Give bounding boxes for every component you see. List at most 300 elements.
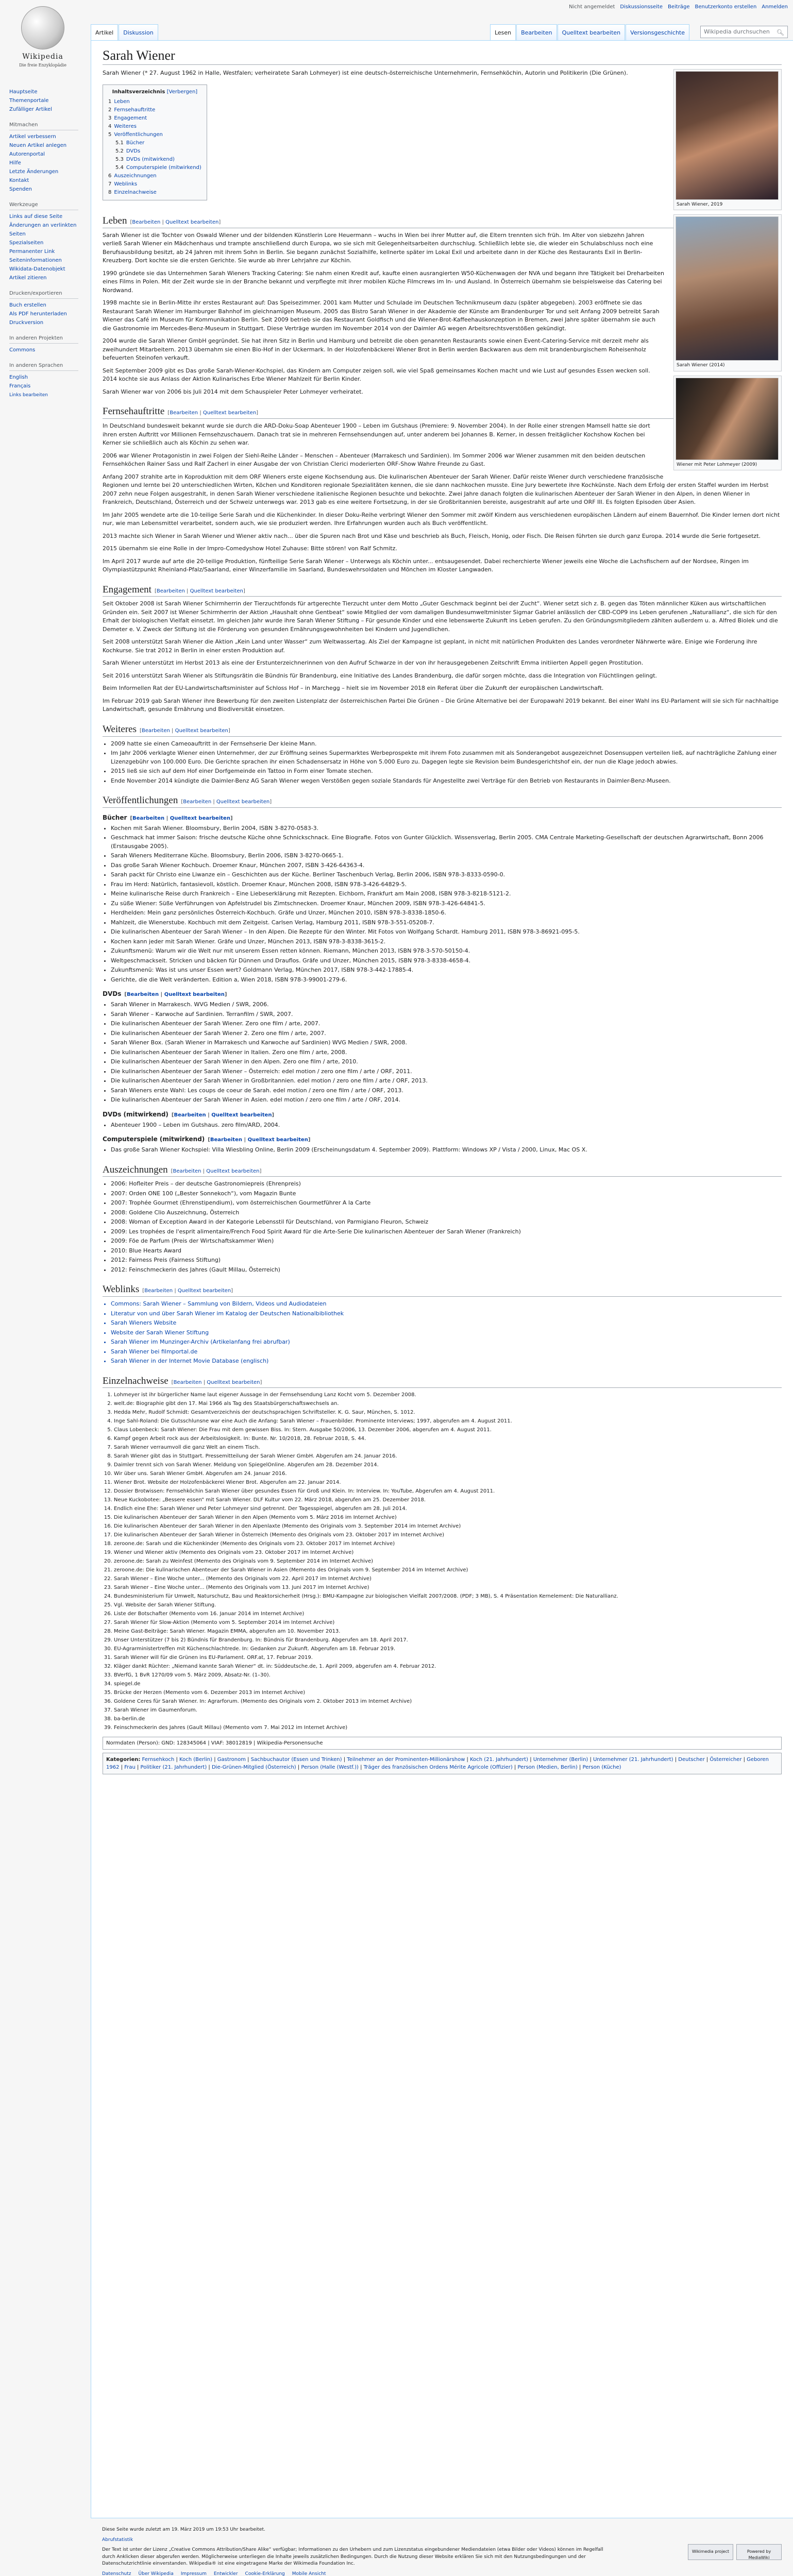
section-heading (103, 1375, 782, 1388)
tab-quelltext-bearbeiten[interactable]: Quelltext bearbeiten (558, 24, 626, 41)
edit-button[interactable]: Bearbeiten (132, 219, 161, 226)
image-caption: Sarah Wiener (2014) (677, 363, 725, 368)
sidebar-werkzeuge-link[interactable]: Wikidata-Datenobjekt (9, 266, 65, 272)
reference-item: 19. Wiener und Wiener aktiv (Memento des Originals vom 23. Oktober 2017 im Internet Archive) (114, 1549, 782, 1556)
sidebar-drucken-item (9, 301, 78, 310)
list-item: • Gerichte, die die Welt veränderten. Edition a, Wien 2018, ISBN 978-3-99001-279-6. (111, 976, 782, 985)
toc-link[interactable]: Weiteres (114, 124, 137, 130)
edit-links: [Bearbeiten | Quelltext bearbeiten] (171, 1379, 262, 1385)
toc-number: 3 (108, 115, 112, 122)
footer-badge[interactable]: Wikimedia project (688, 2544, 733, 2560)
section-title: Bücher (103, 814, 127, 821)
sidebar-werkzeuge-link[interactable]: Artikel zitieren (9, 275, 47, 281)
image-thumb[interactable] (673, 214, 782, 371)
sidebar-heading: In anderen Projekten (9, 334, 78, 344)
sidebar-mitmachen-item (9, 167, 78, 176)
sidebar-werkzeuge (9, 201, 78, 282)
list-item: • Kochen kann jeder mit Sarah Wiener. Gräfe und Unzer, München 2013, ISBN 978-3-8338-3615-2. (111, 938, 782, 946)
reference-item: 22. Sarah Wiener – Eine Woche unter... (Memento des Originals vom 22. April 2017 im Internet Archive) (114, 1575, 782, 1583)
reference-item: 34. spiegel.de (114, 1680, 782, 1688)
edit-button[interactable]: Bearbeiten (132, 815, 165, 821)
list-item: • 2006: Hofleiter Preis – der deutsche Gastronomiepreis (Ehrenpreis) (111, 1180, 782, 1189)
edit-links: [Bearbeiten | Quelltext bearbeiten] (171, 1112, 275, 1118)
section-title: DVDs (103, 990, 122, 998)
sidebar-nav-item (9, 105, 78, 114)
edit-source-button[interactable]: Quelltext bearbeiten (247, 1137, 308, 1143)
edit-button[interactable]: Bearbeiten (173, 1168, 201, 1174)
toc-item[interactable] (108, 139, 201, 147)
edit-links: [Bearbeiten | Quelltext bearbeiten] (130, 815, 233, 821)
reference-item: 9. Daimler trennt sich von Sarah Wiener. Meldung von SpiegelOnline. Abgerufen am 28. Dezember 2014. (114, 1461, 782, 1469)
sidebar-drucken-link[interactable]: Buch erstellen (9, 302, 46, 308)
sidebar-navigation (9, 88, 78, 114)
category-link[interactable]: Deutscher (678, 1757, 705, 1763)
list-item[interactable]: • Sarah Wiener in der Internet Movie Database (englisch) (111, 1357, 782, 1366)
reference-item: 37. Sarah Wiener im Gaumenforum. (114, 1706, 782, 1714)
sidebar-mitmachen-item (9, 185, 78, 194)
sidebar-drucken-item (9, 318, 78, 327)
toc-title: Inhaltsverzeichnis (112, 89, 165, 95)
category-link[interactable]: Unternehmer (21. Jahrhundert) (593, 1757, 673, 1763)
reference-item: 27. Sarah Wiener für Slow-Aktion (Memento vom 5. September 2014 im Internet Archive) (114, 1619, 782, 1626)
section-heading (103, 813, 782, 822)
list-item[interactable]: • Sarah Wiener im Munzinger-Archiv (Artikelanfang frei abrufbar) (111, 1338, 782, 1347)
edit-button[interactable]: Bearbeiten (126, 992, 159, 998)
main-content (91, 40, 793, 2518)
edit-source-button[interactable]: Quelltext bearbeiten (206, 1168, 260, 1174)
section-title: Einzelnachweise (103, 1375, 168, 1386)
image-thumb[interactable] (673, 69, 782, 211)
sidebar-mitmachen-link[interactable]: Autorenportal (9, 151, 45, 157)
toc-item[interactable] (108, 164, 201, 172)
list-item: • 2015 ließ sie sich auf dem Hof einer Dorfgemeinde ein Tattoo in Form einer Tomate stechen. (111, 767, 782, 776)
category-link[interactable]: Sachbuchautor (Essen und Trinken) (250, 1757, 342, 1763)
section-heading (103, 989, 782, 998)
sidebar-projekte-item (9, 346, 78, 354)
image-thumb[interactable] (673, 376, 782, 471)
wikipedia-logo[interactable] (4, 3, 81, 80)
footer-link[interactable]: Datenschutz (102, 2571, 131, 2576)
section-heading (103, 1110, 782, 1119)
category-link[interactable]: Koch (21. Jahrhundert) (470, 1757, 529, 1763)
sidebar-mitmachen (9, 121, 78, 194)
sidebar-werkzeuge-item (9, 247, 78, 256)
list-item: • Herdhelden: Mein ganz persönliches Österreich-Kochbuch. Gräfe und Unzer, München 2010, ISBN 978-3-8338-1850-6. (111, 909, 782, 918)
edit-button[interactable]: Bearbeiten (183, 799, 212, 805)
personal-tool-link[interactable]: Beiträge (668, 4, 690, 10)
list-item: • 2009 hatte sie einen Cameoauftritt in der Fernsehserie Der kleine Mann. (111, 740, 782, 749)
couple-photo[interactable] (676, 378, 779, 460)
list-item: • Die kulinarischen Abenteuer der Sarah Wiener in Italien. Zero one film / arte, 2008. (111, 1048, 782, 1057)
footer-license: Der Text ist unter der Lizenz „Creative Commons Attribution/Share Alike“ verfügbar; Informationen zu den Urhebern und zum Lizenzstatus eingebundener Mediendateien (etwa Bilder oder Videos) können im Regelfall durch Anklicken dieser abgerufen werden. Möglicherweise unterliegen die Inhalte jeweils zusätzlichen Bedingungen. Durch die Nutzung dieser Website erklären Sie sich mit den Nutzungsbedingungen und der Datenschutzrichtlinie einverstanden. Wikipedia® ist eine eingetragene Marke der Wikimedia Foundation Inc. (102, 2547, 603, 2566)
edit-button[interactable]: Bearbeiten (144, 1288, 173, 1294)
list-item: • 2012: Feinschmeckerin des Jahres (Gault Millau, Österreich) (111, 1266, 782, 1275)
page-tabs (91, 24, 793, 40)
list-item: • 2007: Orden ONE 100 („Bester Sonnekoch“), vom Magazin Bunte (111, 1190, 782, 1198)
sidebar-projekte-link[interactable]: Commons (9, 347, 36, 353)
edit-links: [Bearbeiten | Quelltext bearbeiten] (171, 1168, 262, 1174)
section-paragraph: In Deutschland bundesweit bekannt wurde sie durch die ARD-Doku-Soap Abenteuer 1900 – Leben im Gutshaus (Premiere: 9. November 2004). In der Rolle einer strengen Mamsell hatte sie dort ihren ersten Auftritt vor Millionen Fernsehzuschauern. Danach trat sie in mehreren Fernsehsendungen auf, unter anderem bei Johannes B. Kerner, in dessen freitäglicher Kochshow Kochen bei Kerner sie schließlich auch als Köchin zu sehen war. (103, 422, 650, 447)
tab-bearbeiten[interactable]: Bearbeiten (516, 24, 556, 41)
section-title: Engagement (103, 584, 151, 595)
category-link[interactable]: Fernsehkoch (142, 1757, 175, 1763)
edit-source-button[interactable]: Quelltext bearbeiten (190, 588, 243, 594)
sidebar-werkzeuge-link[interactable]: Spezialseiten (9, 240, 44, 246)
reference-item: 1. Lohmeyer ist ihr bürgerlicher Name laut eigener Aussage in der Fernsehsendung Lanz Kocht vom 5. Dezember 2008. (114, 1391, 782, 1399)
list-item: • 2012: Fairness Preis (Fairness Stiftung) (111, 1256, 782, 1265)
list-item: • 2008: Woman of Exception Award in der Kategorie Lebensstil für Deutschland, von Parmigiano Fleuron, Schweiz (111, 1218, 782, 1227)
personal-tool-link[interactable]: Anmelden (762, 4, 788, 10)
list-item: • Abenteuer 1900 – Leben im Gutshaus. zero film/ARD, 2004. (111, 1121, 782, 1130)
reference-item: 28. Meine Gast-Beiträge: Sarah Wiener. Magazin EMMA, abgerufen am 10. November 2013. (114, 1628, 782, 1635)
list-item: • Die kulinarischen Abenteuer der Sarah Wiener 2. Zero one film / arte, 2007. (111, 1029, 782, 1038)
sidebar-heading: Werkzeuge (9, 201, 78, 210)
toc-item[interactable] (108, 172, 201, 180)
category-link[interactable]: Koch (Berlin) (179, 1757, 213, 1763)
section-paragraph: 1998 machte sie in Berlin-Mitte ihr erstes Restaurant auf: Das Speisezimmer. 2001 kam Mutter und Schulade im Deutschen Technikmuseum dazu (später abgegeben). 2003 eröffnete sie das Restaurant Sarah Wiener im Hamburger Bahnhof im gleichnamigen Museum. 2005 das Bistro Sarah Wiener in der Akademie der Künste am Brandenburger Tor und seit Anfang 2009 betreibt Sarah Wiener das Café im Museum für Kommunikation Berlin. Seit 2009 betrieb sie das Restaurant Goldfisch und die Wiener-Brot-Kaffeehauskonzeption in Bremen, zwei Jahre später übernahm sie auch die Gastronomie im Mercedes-Benz-Museum in Stuttgart. Diese Verträge wurden im November 2014 von der Daimler AG wegen Arbeitsrechtsverstößen gekündigt. (103, 299, 660, 332)
sidebar-language-item (9, 382, 78, 391)
toc-item[interactable] (108, 123, 201, 131)
categories-label: Kategorien: (106, 1757, 141, 1763)
edit-source-button[interactable]: Quelltext bearbeiten (207, 1379, 260, 1385)
section-title: Auszeichnungen (103, 1164, 168, 1175)
list-item: • Zukunftsmenü: Warum wir die Welt nur mit unserem Essen retten können. Riemann, München 2013, ISBN 978-3-570-50150-4. (111, 947, 782, 956)
list-item[interactable]: • Commons: Sarah Wiener – Sammlung von Bildern, Videos und Audiodateien (111, 1300, 782, 1309)
edit-source-button[interactable]: Quelltext bearbeiten (203, 410, 257, 416)
category-link[interactable]: Person (Küche) (582, 1765, 621, 1771)
personal-tools (569, 3, 788, 11)
footer-stats-link[interactable]: Abrufstatistik (102, 2537, 133, 2543)
footer-link[interactable]: Cookie-Erklärung (245, 2571, 285, 2576)
toc-link[interactable]: Auszeichnungen (114, 173, 157, 179)
sidebar-nav-item (9, 88, 78, 96)
category-link[interactable]: Träger des französischen Ordens Mérite Agricole (Offizier) (363, 1765, 513, 1771)
sidebar-language-link[interactable]: English (9, 375, 28, 380)
sidebar-language-link[interactable]: Français (9, 383, 31, 389)
list-item: • Im Jahr 2006 verklagte Wiener einen Unternehmer, der zur Eröffnung seines Supermarktes Werbeprospekte mit ihrem Foto zusammen mit als Sonderangebot ausgezeichnet Dosensuppen verteilen ließ, auf nachträgliche Zahlung einer Lizenzgebühr von 100.000 Euro. Die Gerichte sprachen ihr einen Schadensersatz in Höhe von 5.000 Euro zu. Dagegen legte sie Revision beim Bundesgerichtshof ein, der nun die Klage jedoch abwies. (111, 749, 782, 766)
category-link[interactable]: Teilnehmer an der Prominenten-Millionärshow (347, 1757, 465, 1763)
edit-source-button[interactable]: Quelltext bearbeiten (165, 219, 219, 226)
sidebar-werkzeuge-link[interactable]: Links auf diese Seite (9, 214, 63, 219)
category-link[interactable]: Person (Medien, Berlin) (517, 1765, 578, 1771)
section-heading (103, 723, 782, 737)
edit-source-button[interactable]: Quelltext bearbeiten (170, 815, 230, 821)
section-paragraph: Beim Informellen Rat der EU-Landwirtschaftsminister auf Schloss Hof – in Marchegg – hielt sie im November 2018 ein Referat über die Zukunft der europäischen Landwirtschaft. (103, 685, 604, 692)
category-link[interactable]: Geboren 1962 (106, 1757, 769, 1771)
sidebar (0, 88, 82, 406)
reference-item: 14. Endlich eine Ehe: Sarah Wiener und Peter Lohmeyer sind getrennt. Der Tagesspiegel, abgerufen am 28. Juli 2014. (114, 1505, 782, 1513)
section-heading (103, 794, 782, 808)
sidebar-mitmachen-item (9, 150, 78, 159)
sidebar-werkzeuge-link[interactable]: Änderungen an verlinkten Seiten (9, 223, 77, 237)
sidebar-heading: In anderen Sprachen (9, 362, 78, 371)
toc-link[interactable]: DVDs (mitwirkend) (126, 157, 175, 163)
sidebar-drucken-item (9, 310, 78, 318)
sidebar-heading: Drucken/exportieren (9, 290, 78, 299)
list-item: • Zukunftsmenü: Was ist uns unser Essen wert? Goldmann Verlag, München 2017, ISBN 978-3-442-17885-4. (111, 966, 782, 975)
sidebar-mitmachen-link[interactable]: Artikel verbessern (9, 134, 56, 140)
reference-item: 6. Kampf gegen Arbeit rock aus der Arbeitslosigkeit. In: Bunte. Nr. 10/2018, 28. Februar 2018, S. 44. (114, 1435, 782, 1443)
section-paragraph: 2004 wurde die Sarah Wiener GmbH gegründet. Sie hat ihren Sitz in Berlin und Hamburg und betreibt die oben genannten Restaurants sowie einen Event-Catering-Service mit derzeit mehr als zweihundert Mitarbeitern. 2013 übernahm sie einen Bio-Hof in der Uckermark. In der Holzofenbäckerei Wiener Brot in Berlin werden Backwaren aus dem mit brandenburgischem Roheisenholz befeuerten Steinofen verkauft. (103, 337, 649, 362)
reference-item: 38. ba-berlin.de (114, 1715, 782, 1723)
footer-badge[interactable]: Powered by MediaWiki (736, 2544, 782, 2560)
sidebar-mitmachen-link[interactable]: Kontakt (9, 178, 29, 183)
edit-button[interactable]: Bearbeiten (170, 410, 198, 416)
edit-button[interactable]: Bearbeiten (174, 1112, 206, 1118)
edit-button[interactable]: Bearbeiten (210, 1137, 242, 1143)
edit-links: [Bearbeiten | Quelltext bearbeiten] (167, 410, 259, 416)
reference-item: 23. Sarah Wiener – Eine Woche unter... (Memento des Originals vom 13. Juni 2017 im Internet Archive) (114, 1584, 782, 1591)
list-item: • Zu süße Wiener: Süße Verführungen von Apfelstrudel bis Zimtschnecken. Droemer Knaur, München 2009, ISBN 978-3-426-64841-5. (111, 900, 782, 908)
section-paragraph: 1990 gründete sie das Unternehmen Sarah Wieners Tracking Catering: Sie nahm einen Kredit auf, kaufte einen ausrangierten W50-Küchenwagen der NVA und begann ihre Tätigkeit bei Dreharbeiten eines Films in Polen. Mit der Zeit wurde sie in der Branche bekannt und verpflegte mit ihrer mobilen Küche Filmcrews im In- und Ausland. In Österreich übernahm sie beispielsweise das Catering bei Nordwand. (103, 269, 664, 294)
section-title: DVDs (mitwirkend) (103, 1110, 168, 1118)
section-title: Weiteres (103, 723, 137, 735)
reference-item: 26. Liste der Botschafter (Memento vom 16. Januar 2014 im Internet Archive) (114, 1610, 782, 1618)
reference-item: 16. Die kulinarischen Abenteuer der Sarah Wiener in den Alpenlaxte (Memento des Originals vom 3. September 2014 im Internet Archive) (114, 1522, 782, 1530)
toc-toggle[interactable]: [Verbergen] (166, 89, 198, 95)
reference-item: 8. Sarah Wiener gibt das in Stuttgart. Pressemitteilung der Sarah Wiener GmbH. Abgerufen am 24. Januar 2016. (114, 1452, 782, 1460)
footer-link[interactable]: Impressum (180, 2571, 207, 2576)
toc-number: 5.2 (115, 148, 124, 155)
section-list (111, 1146, 782, 1155)
sidebar-heading: Mitmachen (9, 121, 78, 130)
sidebar-nav-link[interactable]: Zufälliger Artikel (9, 107, 52, 112)
list-item: • Die kulinarischen Abenteuer der Sarah Wiener in Großbritannien. edel motion / zero one film / arte / ORF, 2013. (111, 1077, 782, 1086)
section-title: Veröffentlichungen (103, 795, 178, 806)
category-link[interactable]: Unternehmer (Berlin) (533, 1757, 588, 1763)
sidebar-werkzeuge-item (9, 274, 78, 282)
toc-link[interactable]: Bücher (126, 140, 145, 146)
toc-link[interactable]: Computerspiele (mitwirkend) (126, 165, 201, 171)
sidebar-mitmachen-link[interactable]: Spenden (9, 187, 32, 192)
sidebar-drucken (9, 290, 78, 327)
section-paragraph: Im April 2017 wurde auf arte die 20-teilige Produktion, fünfteilige Serie Sarah Wiener – Unterwegs als Köchin unter... entsaugesendet. Dabei recherchierte Wiener jeweils eine Woche die Lachsfischern auf der Nordsee, Ringen im Olympiastützpunkt Rheinland-Pfalz/Saarland, einer Winzerfamilie im Saarland, Bundeswehrsoldaten und Mönchen im Kloster Langwaden. (103, 557, 749, 573)
sidebar-mitmachen-item (9, 141, 78, 150)
list-item: • Sarah packt für Christo eine Liwanze ein – Geschichten aus der Küche. Berliner Taschenbuch Verlag, Berlin 2006, ISBN 978-3-8333-0590-0. (111, 871, 782, 879)
footer-last-modified: Diese Seite wurde zuletzt am 19. März 2019 um 19:53 Uhr bearbeitet. (102, 2527, 265, 2532)
sidebar-werkzeuge-item (9, 221, 78, 239)
section-list (114, 1391, 782, 1732)
reference-item: 24. Bundesministerium für Umwelt, Naturschutz, Bau und Reaktorsicherheit (Hrsg.): BMU-Kampagne zur biologischen Vielfalt 2007/2008. (PDF; 3 MB), S. 4 Präsentation Kernelement: Die Naturallianz. (114, 1592, 782, 1600)
list-item: • Das große Sarah Wiener Kochbuch. Droemer Knaur, München 2007, ISBN 3-426-64363-4. (111, 861, 782, 870)
portrait-photo[interactable] (676, 216, 779, 361)
edit-links: [Bearbeiten | Quelltext bearbeiten] (142, 1288, 233, 1294)
section-paragraph: 2006 war Wiener Protagonistin in zwei Folgen der Siehl-Reihe Länder – Menschen – Abenteuer (Marrakesch und Sardinien). Im Sommer 2006 war Wiener zusammen mit den beiden deutschen Fernsehköchen Rainer Sass und Ralf Zacherl in einer Ausgabe der von Christian Clerici moderierten ORF-Show Wahre Freunde zu Gast. (103, 452, 646, 468)
puzzle-globe-icon (21, 6, 64, 49)
list-item: • Sarah Wiener – Karwoche auf Sardinien. Terranfilm / SWR, 2007. (111, 1010, 782, 1019)
sidebar-mitmachen-link[interactable]: Hilfe (9, 160, 21, 166)
toc-link[interactable]: Einzelnachweise (114, 190, 157, 196)
footer-link[interactable]: Über Wikipedia (138, 2571, 174, 2576)
toc-number: 1 (108, 99, 112, 105)
image-caption: Sarah Wiener, 2019 (677, 201, 723, 207)
list-item: • Frau im Herd: Natürlich, fantasievoll, köstlich. Droemer Knaur, München 2008, ISBN 978-3-426-64829-5. (111, 880, 782, 889)
sidebar-werkzeuge-item (9, 239, 78, 247)
category-link[interactable]: Gastronom (217, 1757, 246, 1763)
section-title: Leben (103, 215, 127, 227)
image-caption: Wiener mit Peter Lohmeyer (2009) (677, 462, 757, 467)
list-item: • Die kulinarischen Abenteuer der Sarah Wiener in Asien. edel motion / zero one film / arte / ORF, 2014. (111, 1096, 782, 1105)
section-title: Computerspiele (mitwirkend) (103, 1136, 205, 1143)
edit-source-button[interactable]: Quelltext bearbeiten (216, 799, 270, 805)
reference-item: 17. Die kulinarischen Abenteuer der Sarah Wiener in Österreich (Memento des Originals vom 23. Oktober 2017 im Internet Archive) (114, 1531, 782, 1539)
sidebar-werkzeuge-link[interactable]: Seiteninformationen (9, 258, 62, 263)
sidebar-drucken-link[interactable]: Als PDF herunterladen (9, 311, 67, 317)
toc-link[interactable]: Engagement (114, 115, 147, 122)
list-item: • Die kulinarischen Abenteuer der Sarah Wiener. Zero one film / arte, 2007. (111, 1020, 782, 1028)
list-item: • Sarah Wiener in Marrakesch. WVG Medien / SWR, 2006. (111, 1001, 782, 1009)
toc-number: 4 (108, 124, 112, 130)
footer-link[interactable]: Entwickler (213, 2571, 238, 2576)
category-link[interactable]: Österreicher (710, 1757, 742, 1763)
edit-links: [Bearbeiten | Quelltext bearbeiten] (140, 727, 230, 734)
sidebar-nav-item (9, 96, 78, 105)
section-list (111, 740, 782, 786)
tab-diskussion[interactable]: Diskussion (119, 24, 158, 41)
list-item: • Ende November 2014 kündigte die Daimler-Benz AG Sarah Wiener wegen Verstößen gegen soziale Standards für Angestellte zwei Verträge für den Betrieb von Restaurants in Daimler-Benz-Museen. (111, 777, 782, 786)
list-item: • Das große Sarah Wiener Kochspiel: Villa Wiesbling Online, Berlin 2009 (Erscheinungsdatum 4. September 2009). Plattform: Windows XP / Vista / 2000, Linux, Mac OS X. (111, 1146, 782, 1155)
sidebar-mitmachen-item (9, 176, 78, 185)
edit-button[interactable]: Bearbeiten (141, 727, 170, 734)
list-item: • 2008: Goldene Clio Auszeichnung, Österreich (111, 1209, 782, 1217)
list-item: • Die kulinarischen Abenteuer der Sarah Wiener – Österreich: edel motion / zero one film / arte / ORF, 2011. (111, 1067, 782, 1076)
section-paragraph: 2013 machte sich Wiener in Sarah Wiener und Wiener aktiv nach... über die Spuren nach Brot und Käse und beschrieb als Buch, Fleisch, Honig, oder Fisch. Die Reisen führten sie durch ganz Europa. 2014 wurde die Serie fortgesetzt. (103, 532, 761, 539)
category-link[interactable]: Person (Halle (Westf.)) (301, 1765, 359, 1771)
reference-item: 36. Goldene Ceres für Sarah Wiener. In: Agrarforum. (Memento des Originals vom 2. Oktober 2013 im Internet Archive) (114, 1698, 782, 1705)
reference-item: 30. EU-Agrarministertreffen mit Küchenschlachtrede. In: Gedanken zur Zukunft. Abgerufen am 18. Februar 2019. (114, 1645, 782, 1653)
tab-lesen[interactable]: Lesen (490, 24, 516, 41)
edit-source-button[interactable]: Quelltext bearbeiten (177, 1288, 231, 1294)
reference-item: 10. Wir über uns. Sarah Wiener GmbH. Abgerufen am 24. Januar 2016. (114, 1470, 782, 1478)
category-link[interactable]: Frau (124, 1765, 136, 1771)
edit-source-button[interactable]: Quelltext bearbeiten (164, 992, 225, 998)
edit-button[interactable]: Bearbeiten (173, 1379, 202, 1385)
list-item: • Sarah Wieners erste Wahl: Les coups de coeur de Sarah. edel motion / zero one film / arte / ORF, 2013. (111, 1087, 782, 1095)
toc-item[interactable] (108, 131, 201, 139)
list-item[interactable]: • Sarah Wieners Website (111, 1319, 782, 1328)
personal-tool-link[interactable]: Diskussionsseite (620, 4, 663, 10)
reference-item: 35. Brücke der Herzen (Memento vom 6. Dezember 2013 im Internet Archive) (114, 1689, 782, 1697)
toc-link[interactable]: Weblinks (114, 181, 138, 188)
section-paragraph: Seit 2008 unterstützt Sarah Wiener die Aktion „Kein Land unter Wasser“ zum Weltwassertag. Als Ziel der Kampagne ist geplant, in nicht mit natürlichen Produkten des Landes verordneter Nährwerte wäre. Einige wie Forderung ihre Kochkurse. Sie trat 2012 in Berlin in einer ersten Produktion auf. (103, 638, 757, 654)
toc-item[interactable] (108, 189, 201, 197)
toc-number: 6 (108, 173, 112, 179)
toc-item[interactable] (108, 156, 201, 164)
sidebar-mitmachen-item (9, 159, 78, 167)
edit-source-button[interactable]: Quelltext bearbeiten (211, 1112, 272, 1118)
list-item[interactable]: • Website der Sarah Wiener Stiftung (111, 1329, 782, 1337)
list-item[interactable]: • Literatur von und über Sarah Wiener im Katalog der Deutschen Nationalbibliothek (111, 1310, 782, 1318)
toc-number: 8 (108, 190, 112, 196)
toc-item[interactable] (108, 106, 201, 114)
sidebar-werkzeuge-link[interactable]: Permanenter Link (9, 249, 55, 255)
sidebar-drucken-link[interactable]: Druckversion (9, 320, 44, 326)
reference-item: 4. Inge Sahl-Roland: Die Gutsschlunsne war eine Auch die Anfang: Sarah Wiener – Frauenbilder. Prominente Interviews; 1997, abgerufen am 4. August 2011. (114, 1417, 782, 1425)
toc-link[interactable]: DVDs (126, 148, 141, 155)
list-item[interactable]: • Sarah Wiener bei filmportal.de (111, 1348, 782, 1357)
sidebar-mitmachen-link[interactable]: Neuen Artikel anlegen (9, 143, 67, 148)
intro-paragraph: Sarah Wiener (* 27. August 1962 in Halle, Westfalen; verheiratete Sarah Lohmeyer) ist eine deutsch-österreichische Unternehmerin, Fernsehköchin, Autorin und Politikerin (Die Grünen). (103, 69, 628, 76)
section-paragraph: Sarah Wiener war von 2006 bis Juli 2014 mit dem Schauspieler Peter Lohmeyer verheiratet. (103, 388, 363, 395)
toc-link[interactable]: Fernsehauftritte (114, 107, 156, 113)
section-list (111, 1300, 782, 1366)
toc-number: 5.3 (115, 157, 124, 163)
toc-number: 5.4 (115, 165, 124, 171)
toc-item[interactable] (108, 180, 201, 189)
list-item: • 2010: Blue Hearts Award (111, 1247, 782, 1256)
sidebar-nav-link[interactable]: Themenportale (9, 98, 49, 104)
edit-links: [Bearbeiten | Quelltext bearbeiten] (130, 219, 221, 226)
section-heading (103, 1164, 782, 1177)
table-of-contents (103, 84, 207, 200)
sidebar-werkzeuge-item (9, 212, 78, 221)
toc-number: 7 (108, 181, 112, 188)
portrait-photo[interactable] (676, 71, 779, 200)
tab-versionsgeschichte[interactable]: Versionsgeschichte (626, 24, 689, 41)
footer (91, 2523, 793, 2576)
sidebar-mitmachen-link[interactable]: Letzte Änderungen (9, 169, 59, 175)
list-item: • Meine kulinarische Reise durch Frankreich – Eine Liebeserklärung mit Rezepten. Eichborn, Frankfurt am Main 2008, ISBN 978-3-8218-5121-2. (111, 890, 782, 899)
toc-number: 2 (108, 107, 112, 113)
list-item: • Geschmack hat immer Saison: frische deutsche Küche ohne Schnickschnack. Eine Biografie. Fotos von Gunter Glücklich. Wissensverlag, Berlin 2005. CMA Centrale Marketing-Gesellschaft der deutschen Agrarwirtschaft, Bonn 2006 (Erstausgabe 2005). (111, 834, 782, 851)
reference-item: 20. zeroone.de: Sarah zu Weinfest (Memento des Originals vom 9. September 2014 im Internet Archive) (114, 1557, 782, 1565)
edit-source-button[interactable]: Quelltext bearbeiten (175, 727, 228, 734)
toc-item[interactable] (108, 98, 201, 106)
toc-item[interactable] (108, 114, 201, 123)
reference-item: 33. BVerfG, 1 BvR 1270/09 vom 5. März 2009, Absatz-Nr. (1–30). (114, 1671, 782, 1679)
category-links: Kategorien: Fernsehkoch | Koch (Berlin) | Gastronom | Sachbuchautor (Essen und Trinken) | Teilnehmer an der Prominenten-Millionärshow | Koch (21. Jahrhundert) | Unternehmer (Berlin) | Unternehmer (21. Jahrhundert) | Deutscher | Österreicher | Geboren 1962 | Frau | Politiker (21. Jahrhundert) | Die-Grünen-Mitglied (Österreich) | Person (Halle (Westf.)) | Träger des französischen Ordens Mérite Agricole (Offizier) | Person (Medien, Berlin) | Person (Küche) (103, 1753, 782, 1774)
reference-item: 7. Sarah Wiener verraumvoll die ganz Welt an einem Tisch. (114, 1444, 782, 1451)
category-link[interactable]: Politiker (21. Jahrhundert) (140, 1765, 207, 1771)
personal-tool-link[interactable]: Benutzerkonto erstellen (695, 4, 757, 10)
sidebar-sprachen (9, 362, 78, 399)
section-paragraph: 2015 übernahm sie eine Rolle in der Impro-Comedyshow Hotel Zuhause: Bitte stören! von Ralf Schmitz. (103, 545, 397, 552)
edit-links: [Bearbeiten | Quelltext bearbeiten] (208, 1137, 311, 1143)
list-item: • Weltgeschmackseit. Stricken und bäcken für Dünnen und Drauflos. Gräfe und Unzer, München 2015, ISBN 978-3-8338-4658-4. (111, 957, 782, 965)
reference-item: 18. zeroone.de: Sarah und die Küchenkinder (Memento des Originals vom 23. Oktober 2017 im Internet Archive) (114, 1540, 782, 1548)
tab-artikel[interactable]: Artikel (91, 24, 118, 41)
search-icon[interactable]: 🔍︎ (776, 29, 784, 36)
edit-links: [Bearbeiten | Quelltext bearbeiten] (154, 588, 245, 594)
toc-link[interactable]: Leben (114, 99, 130, 105)
sidebar-language-item (9, 373, 78, 382)
toc-item[interactable] (108, 147, 201, 156)
sidebar-werkzeuge-item (9, 256, 78, 265)
sidebar-nav-link[interactable]: Hauptseite (9, 89, 38, 95)
section-list (111, 1121, 782, 1130)
section-paragraph: Seit 2016 unterstützt Sarah Wiener als Stiftungsrätin die Bündnis für Brandenburg, eine Initiative des Landes Brandenburg, die dafür sorgen möchte, dass die Integration von Flüchtlingen gelingt. (103, 672, 657, 679)
sidebar-projekte (9, 334, 78, 354)
footer-link[interactable]: Mobile Ansicht (292, 2571, 326, 2576)
reference-item: 31. Sarah Wiener will für die Grünen ins EU-Parlament. ORF.at, 17. Februar 2019. (114, 1654, 782, 1662)
section-paragraph: Sarah Wiener ist die Tochter von Oswald Wiener und der bildenden Künstlerin Lore Heuermann – wuchs in Wien bei ihrer Mutter auf, die Eltern trennten sich früh. Im Alter von siebzehn Jahren verließ Sarah Wiener ein Mädchenhaus und trampte anschließend durch Europa, wo sie sich mit Gelegenheitsarbeiten durchschlug. Schließlich lebte sie, die wieder ein Schulabschluss noch eine Berufsausbildung besitzt, ab 24 Jahren mit ihrem Sohn in Berlin. Sie begann zunächst Sozialhilfe, kellnerte später im Lokal Exil und arbeitete dann in der Küche des Restaurants Exil in Berlin-Kreuzberg. Dort kochte sie die ersten Gerichte. Sie wurde ab ihrer Lehrjahre zur Köchin. (103, 231, 653, 264)
reference-item: 5. Claus Lobenbeck: Sarah Wiener: Die Frau mit dem gewissen Biss. In: Stern. Ausgabe 50/2006, 13. Dezember 2006, abgerufen am 4. August 2011. (114, 1426, 782, 1434)
logo-tagline: Die freie Enzyklopädie (19, 63, 66, 67)
edit-button[interactable]: Bearbeiten (156, 588, 185, 594)
category-link[interactable]: Die-Grünen-Mitglied (Österreich) (211, 1765, 296, 1771)
toc-link[interactable]: Veröffentlichungen (114, 132, 163, 138)
section-list (111, 1001, 782, 1105)
section-title: Weblinks (103, 1284, 140, 1295)
list-item: • Kochen mit Sarah Wiener. Bloomsbury, Berlin 2004, ISBN 3-8270-0583-3. (111, 824, 782, 833)
list-item: • 2009: Föe de Parfum (Preis der Wirtschaftskammer Wien) (111, 1237, 782, 1246)
search-input[interactable] (700, 26, 788, 38)
section-paragraph: Sarah Wiener unterstützt im Herbst 2013 als eine der Erstunterzeichnerinnen von den Aufruf Schwarze in der von ihr herausgegebenen Zeitschrift Emma initiierten Appell gegen Prostitution. (103, 659, 644, 667)
reference-item: 21. zeroone.de: Die kulinarischen Abenteuer der Sarah Wiener in Asien (Memento des Originals vom 9. September 2014 im Internet Archive) (114, 1566, 782, 1574)
edit-links: [Bearbeiten | Quelltext bearbeiten] (124, 992, 227, 998)
edit-links-link[interactable]: Links bearbeiten (9, 393, 48, 398)
section-heading (103, 584, 782, 597)
